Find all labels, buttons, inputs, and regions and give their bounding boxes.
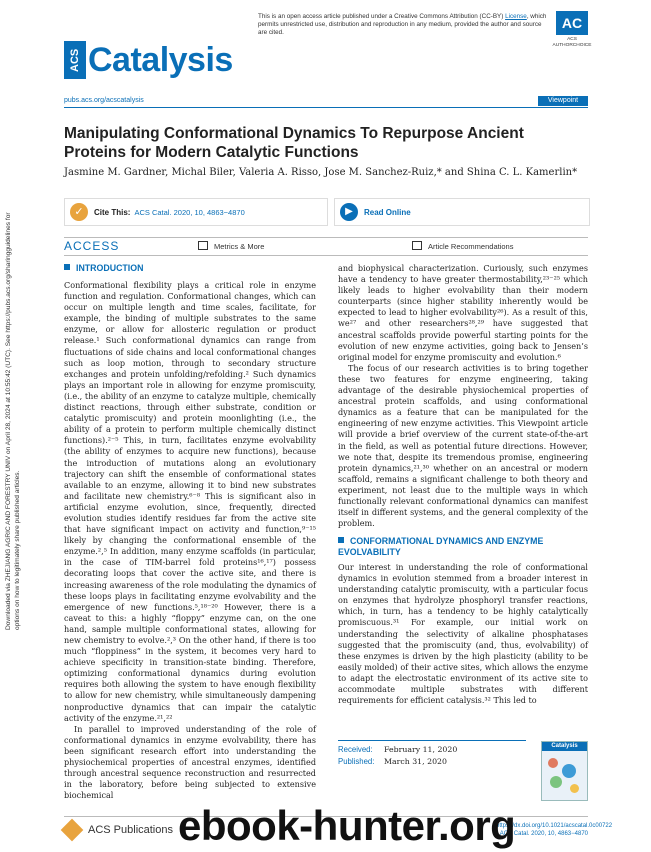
authorchoice-badge-icon: AC xyxy=(556,11,588,35)
intro-heading-text: INTRODUCTION xyxy=(76,263,144,273)
metrics-label: Metrics & More xyxy=(214,242,265,251)
right-column-text xyxy=(338,263,588,529)
left-column-text xyxy=(64,280,316,801)
article-title: Manipulating Conformational Dynamics To Repurpose Ancient Proteins for Modern Catalytic Functions xyxy=(64,125,524,161)
cite-label: Cite This: xyxy=(94,207,131,217)
cover-art-dot xyxy=(562,764,576,778)
download-side-note: Downloaded via ZHEJIANG AGRIC AND FORESTRY UNIV on April 28, 2024 at 10:55:42 (UTC). See https://pubs.acs.org/sharingguidelines for options on how to legitimately share published articles. xyxy=(5,212,21,630)
section-square-icon xyxy=(338,537,344,543)
journal-cover-thumbnail[interactable] xyxy=(541,741,588,801)
cd-heading-text: CONFORMATIONAL DYNAMICS AND ENZYME EVOLVABILITY xyxy=(338,536,544,557)
published-date: March 31, 2020 xyxy=(384,757,447,766)
publisher-logo[interactable] xyxy=(64,822,173,838)
read-online-icon: ▶ xyxy=(340,203,358,221)
read-online-link[interactable]: Read Online xyxy=(364,207,411,217)
open-access-note xyxy=(258,13,548,37)
cover-art-dot xyxy=(550,776,562,788)
read-online-box[interactable] xyxy=(334,198,590,226)
footer-journal-ref: ACS Catal. 2020, 10, 4863−4870 xyxy=(499,831,588,837)
paragraph: In parallel to improved understanding of the role of conformational dynamics in enzyme evolvability, there has been significant research effort into understanding the physiochemical properties of ancestral enzymes, identified through ancestral sequence reconstruction and resurrected in the laboratory, before being subjected to extensive biochemical xyxy=(64,723,316,801)
journal-url-link[interactable]: pubs.acs.org/acscatalysis xyxy=(64,97,144,104)
recommendations-label: Article Recommendations xyxy=(428,242,514,251)
citation-link[interactable]: ACS Catal. 2020, 10, 4863−4870 xyxy=(134,207,245,217)
metrics-link[interactable] xyxy=(198,241,264,251)
journal-logo[interactable] xyxy=(64,40,233,80)
received-label: Received: xyxy=(338,745,373,754)
cover-art-dot xyxy=(548,758,558,768)
paragraph: The focus of our research activities is to bring together these two features for enzyme engineering, taking advantage of the desirable physiochemical properties of ancestral protein scaffolds, and using conformational dynamics as a feature that can be manipulated for the engineering of new enzyme activities. This Viewpoint article will provide a brief overview of the current state-of-the-art in the field, as well as potential future directions. However, we note that, despite its tremendous promise, engineering protein dynamics,²¹,³⁰ whether on an ancestral or modern scaffold, remains a significant challenge to both theory and experiment, not least due to the multiple ways in which functionally relevant conformational dynamics can manifest itself in different systems, and the general complexity of the problem. xyxy=(338,362,588,529)
section-heading-introduction xyxy=(64,263,143,274)
section-square-icon xyxy=(64,264,70,270)
acs-logo-icon xyxy=(61,819,84,842)
logo-journal-name: Catalysis xyxy=(88,40,233,79)
cover-title: Catalysis xyxy=(542,742,587,751)
bar-chart-icon xyxy=(198,241,208,250)
author-list: Jasmine M. Gardner, Michal Biler, Valeria A. Risso, Jose M. Sanchez-Ruiz,* and Shina C. L. Kamerlin* xyxy=(64,167,578,178)
right-column-text-2 xyxy=(338,562,588,706)
oa-note-part2: , which permits unrestricted use, distribution and reproduction in any medium, provided the author and source are cited. xyxy=(258,13,547,36)
dates-rule xyxy=(338,740,526,741)
cover-art-dot xyxy=(570,784,579,793)
access-label: ACCESS xyxy=(64,239,120,253)
section-heading-conformational-dynamics xyxy=(338,536,586,558)
published-label: Published: xyxy=(338,757,375,766)
publication-dates xyxy=(338,744,457,768)
paragraph: Conformational flexibility plays a critical role in enzyme function and regulation. Conformational changes, which can occur on multiple length and time scales, facilitate, for example, the binding of multiple substrates to the same enzyme, or allow for allosteric regulation or product release.¹ Such conformational dynamics can range from fluctuations of side chains and local conformational changes such as loop motion, through to secondary structure exchanges and protein unfolding/refolding.² Such dynamics plays an important role in allowing for enzyme promiscuity, (i.e., the ability of an enzyme to catalyze multiple, chemically distinct reactions, through either substrate, condition or catalytic promiscuity) and protein moonlighting (i.e., the ability of a protein to perform multiple chemically distinct functions).²⁻⁵ This, in turn, facilitates enzyme evolvability (the ability of enzymes to acquire new functions), because the introduction of mutations along an evolutionary trajectory can shift the ensemble of conformational states available to an enzyme, allowing it to bind new substrates and facilitate new chemistry.⁶⁻⁸ This is significant also in artificial enzyme evolution, since, frequently, directed evolution studies identify residues far from the active site that have significant impact on activity and function,⁹⁻¹⁵ likely by changing the conformational ensemble of the enzyme.²,⁵ In addition, many enzyme scaffolds (in particular, in the case of TIM-barrel fold proteins¹⁶,¹⁷) possess decorating loops that cover the active site, and there is increasing awareness of the role modulating the dynamics of these loops plays in facilitating enzyme evolvability and the emergence of new functions.⁵,¹⁸⁻²⁰ However, there is a caveat to this: a highly “floppy” enzyme can, on the one hand, sample multiple conformational states, allowing for new chemistry to evolve.²,³ On the other hand, if there is too much “floppiness” in the system, it becomes very hard to achieve specificity in transition-state binding. Therefore, optimizing conformational dynamics during evolution requires both allowing the system to have enough flexibility to allow for new chemistry, while simultaneously dampening nonproductive dynamics that can impair the catalytic activity of the enzyme.²¹,²² xyxy=(64,280,316,723)
access-bar xyxy=(64,237,588,256)
received-date: February 11, 2020 xyxy=(384,745,458,754)
oa-note-part1: This is an open access article published under a Creative Commons Attribution (CC-BY) xyxy=(258,13,506,20)
recommendations-link[interactable] xyxy=(412,241,513,251)
logo-acs-mark: ACS xyxy=(64,41,86,79)
watermark-text: ebook-hunter.org xyxy=(178,802,516,849)
authorchoice-label: ACS AUTHORCHOICE xyxy=(552,37,592,48)
license-link[interactable]: License xyxy=(505,13,527,20)
doi-link[interactable]: https://dx.doi.org/10.1021/acscatal.0c00722 xyxy=(496,823,613,829)
article-type-badge: Viewpoint xyxy=(538,96,588,106)
header-rule xyxy=(64,107,588,108)
paragraph: and biophysical characterization. Curiously, such enzymes have a tendency to have greater thermostability,²³⁻²⁵ which likely leads to higher evolvability than their modern counterparts (since higher stability inherently would be expected to lead to higher evolvability²⁶). As a result of this, we²⁷ and other researchers²⁸,²⁹ have suggested that ancestral scaffolds provide powerful starting points for the evolution of new enzyme activities, going back to Jensen’s original model for enzyme promiscuity and evolution.⁶ xyxy=(338,263,588,362)
publisher-name: ACS Publications xyxy=(88,824,173,836)
cite-check-icon: ✓ xyxy=(70,203,88,221)
cite-this-box[interactable] xyxy=(64,198,328,226)
paragraph: Our interest in understanding the role of conformational dynamics in evolution stemmed from a broader interest in understanding catalytic promiscuity, with a particular focus on enzymes that hydrolyze phosphoryl transfer reactions, which, in turn, has a tendency to be highly catalytically promiscuous.³¹ For example, our initial work on understanding the selectivity of alkaline phosphatases suggested that the promiscuity (and, thus, evolvability) of these enzymes is driven by the high plasticity (ability to be easily molded) of their active sites, which allows the enzyme to adapt the electrostatic environment of its active site to accommodate multiple substrates with different requirements for efficient catalysis.³² This led to xyxy=(338,562,588,706)
document-icon xyxy=(412,241,422,250)
